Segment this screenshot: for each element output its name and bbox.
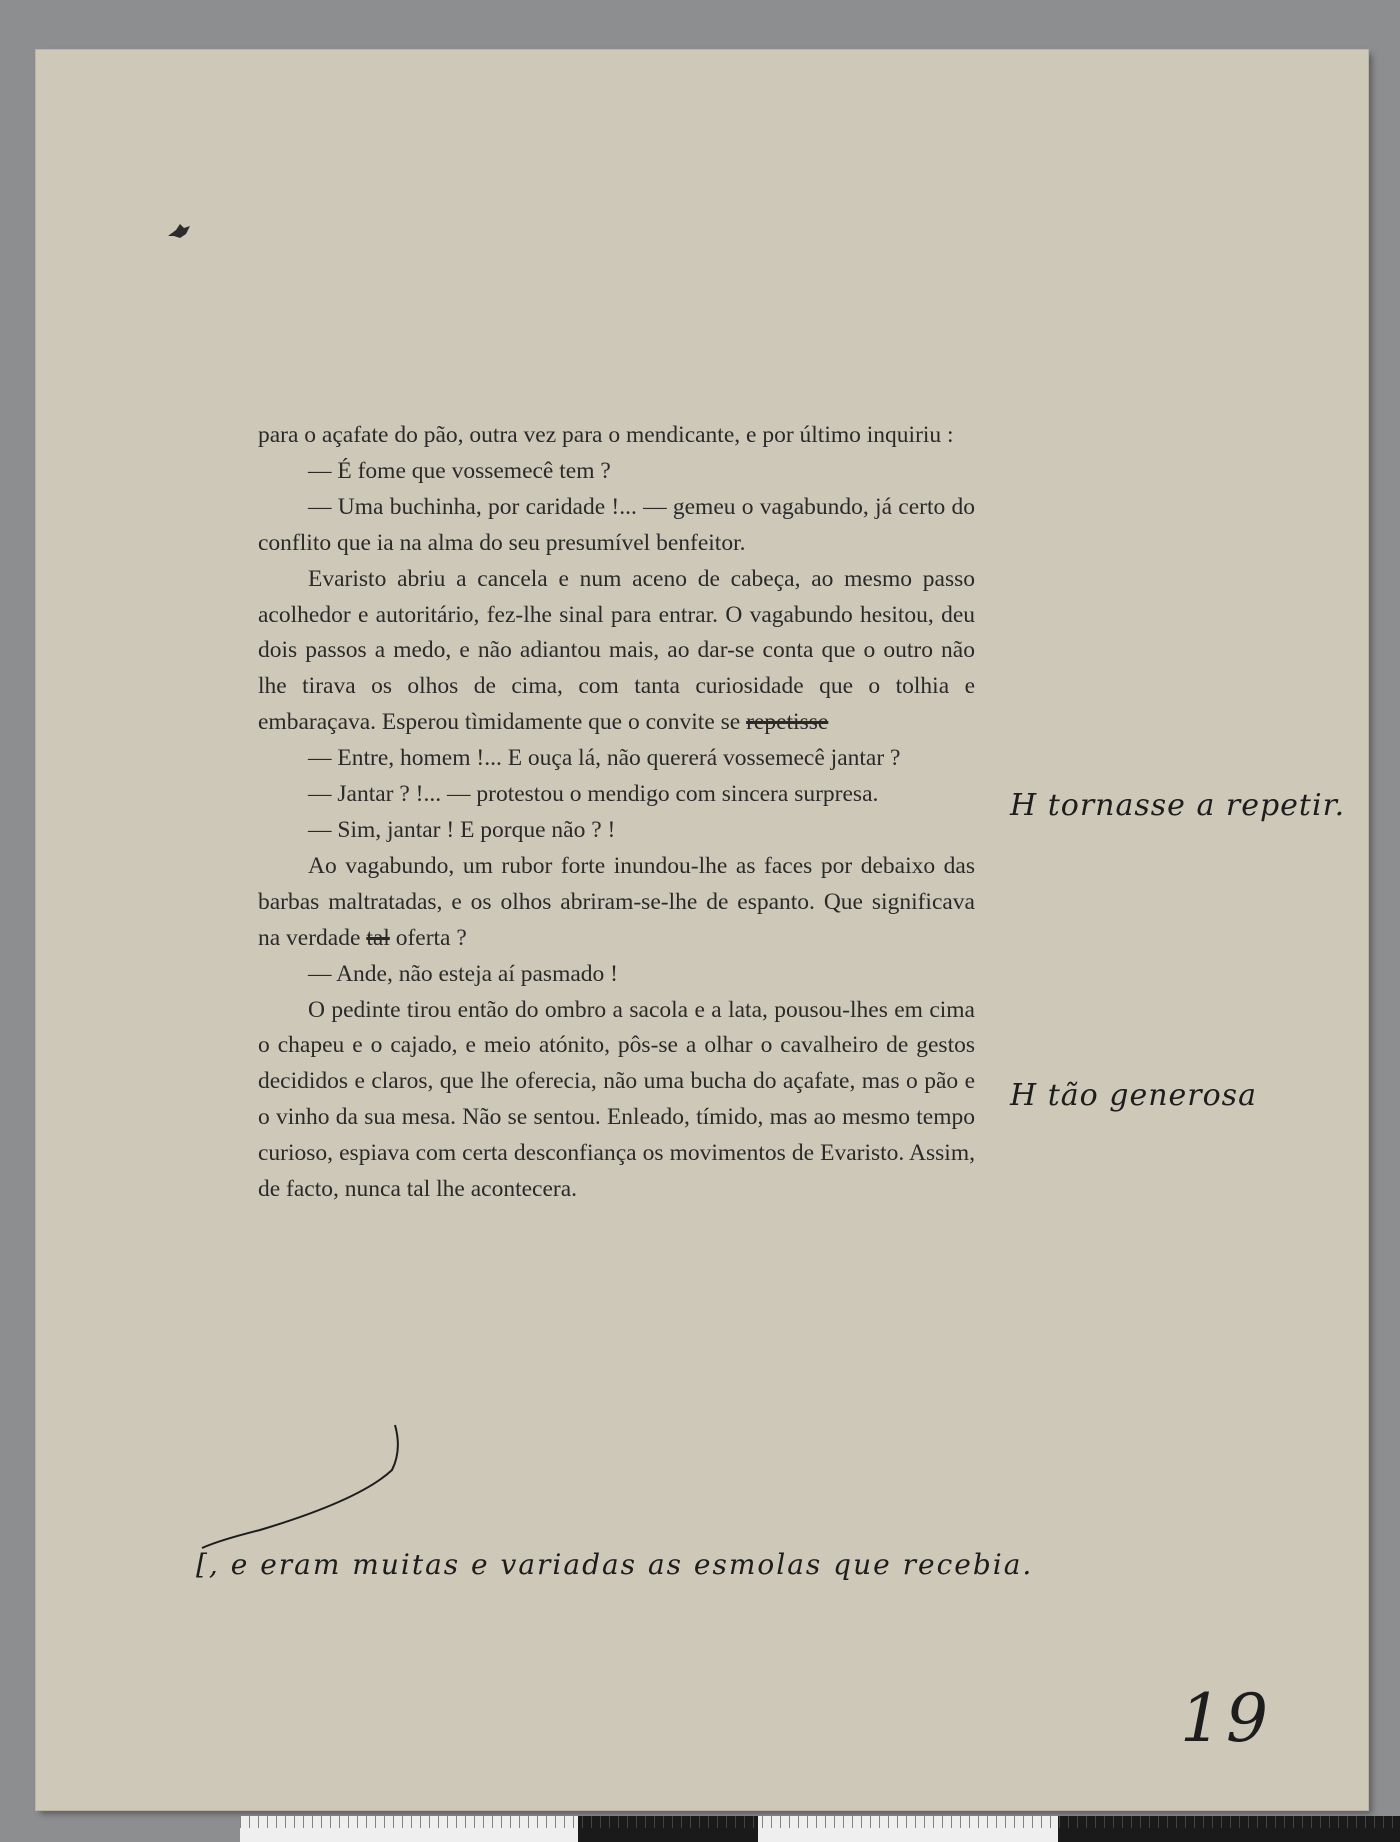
paragraph: — Entre, homem !... E ouça lá, não quererá vossemecê jantar ? — [308, 745, 901, 772]
struck-word: repetisse — [746, 709, 829, 736]
paragraph: — É fome que vossemecê tem ? — [308, 457, 611, 484]
paper-hole-mark — [166, 222, 192, 240]
paragraph: para o açafate do pão, outra vez para o mendicante, e por último inquiriu : — [258, 422, 954, 448]
paragraph: — Uma buchinha, por caridade !... — gemeu o vagabundo, já certo do conflito que ia na alma do seu presumível benfeitor. — [258, 493, 975, 556]
page-number: 19 — [1180, 1680, 1272, 1757]
ruler-ticks — [240, 1816, 1400, 1828]
paragraph — [258, 562, 975, 742]
scale-ruler — [240, 1816, 1400, 1842]
struck-word: tal — [366, 924, 390, 951]
paragraph-text-end: oferta ? — [389, 924, 467, 951]
bottom-insertion-note: [, e eram muitas e variadas as esmolas que recebia. — [196, 1548, 1034, 1581]
paragraph — [258, 849, 975, 957]
paragraph: — Jantar ? !... — protestou o mendigo com sincera surpresa. — [308, 781, 879, 808]
paragraph: — Ande, não esteja aí pasmado ! — [308, 960, 618, 987]
paragraph: O pedinte tirou então do ombro a sacola e a lata, pousou-lhes em cima o chapeu e o cajado, e meio atónito, pôs-se a olhar o cavalheiro de gestos decididos e claros, que lhe oferecia, não uma bucha do açafate, mas o pão e o vinho da sua mesa. Não se sentou. Enleado, tímido, mas ao mesmo tempo curioso, espiava com certa desconfiança os movimentos de Evaristo. Assim, de facto, nunca tal lhe acontecera. — [258, 996, 975, 1203]
margin-note-2: H tão generosa — [1010, 1078, 1257, 1113]
margin-note-1: H tornasse a repetir. — [1010, 788, 1346, 823]
paragraph-text: Ao vagabundo, um rubor forte inundou-lhe as faces por debaixo das barbas maltratadas, e os olhos abriram-se-lhe de espanto. Que significava na verdade — [258, 852, 975, 951]
typeset-text-block — [258, 418, 975, 1208]
paragraph-text: Evaristo abriu a cancela e num aceno de cabeça, ao mesmo passo acolhedor e autoritário, fez-lhe sinal para entrar. O vagabundo hesitou, deu dois passos a medo, e não adiantou mais, ao dar-se conta que o outro não lhe tirava os olhos de cima, com tanta curiosidade que o tolhia e embaraçava. Esperou tìmidamente que o convite se — [258, 565, 975, 736]
paragraph: — Sim, jantar ! E porque não ? ! — [308, 816, 616, 843]
